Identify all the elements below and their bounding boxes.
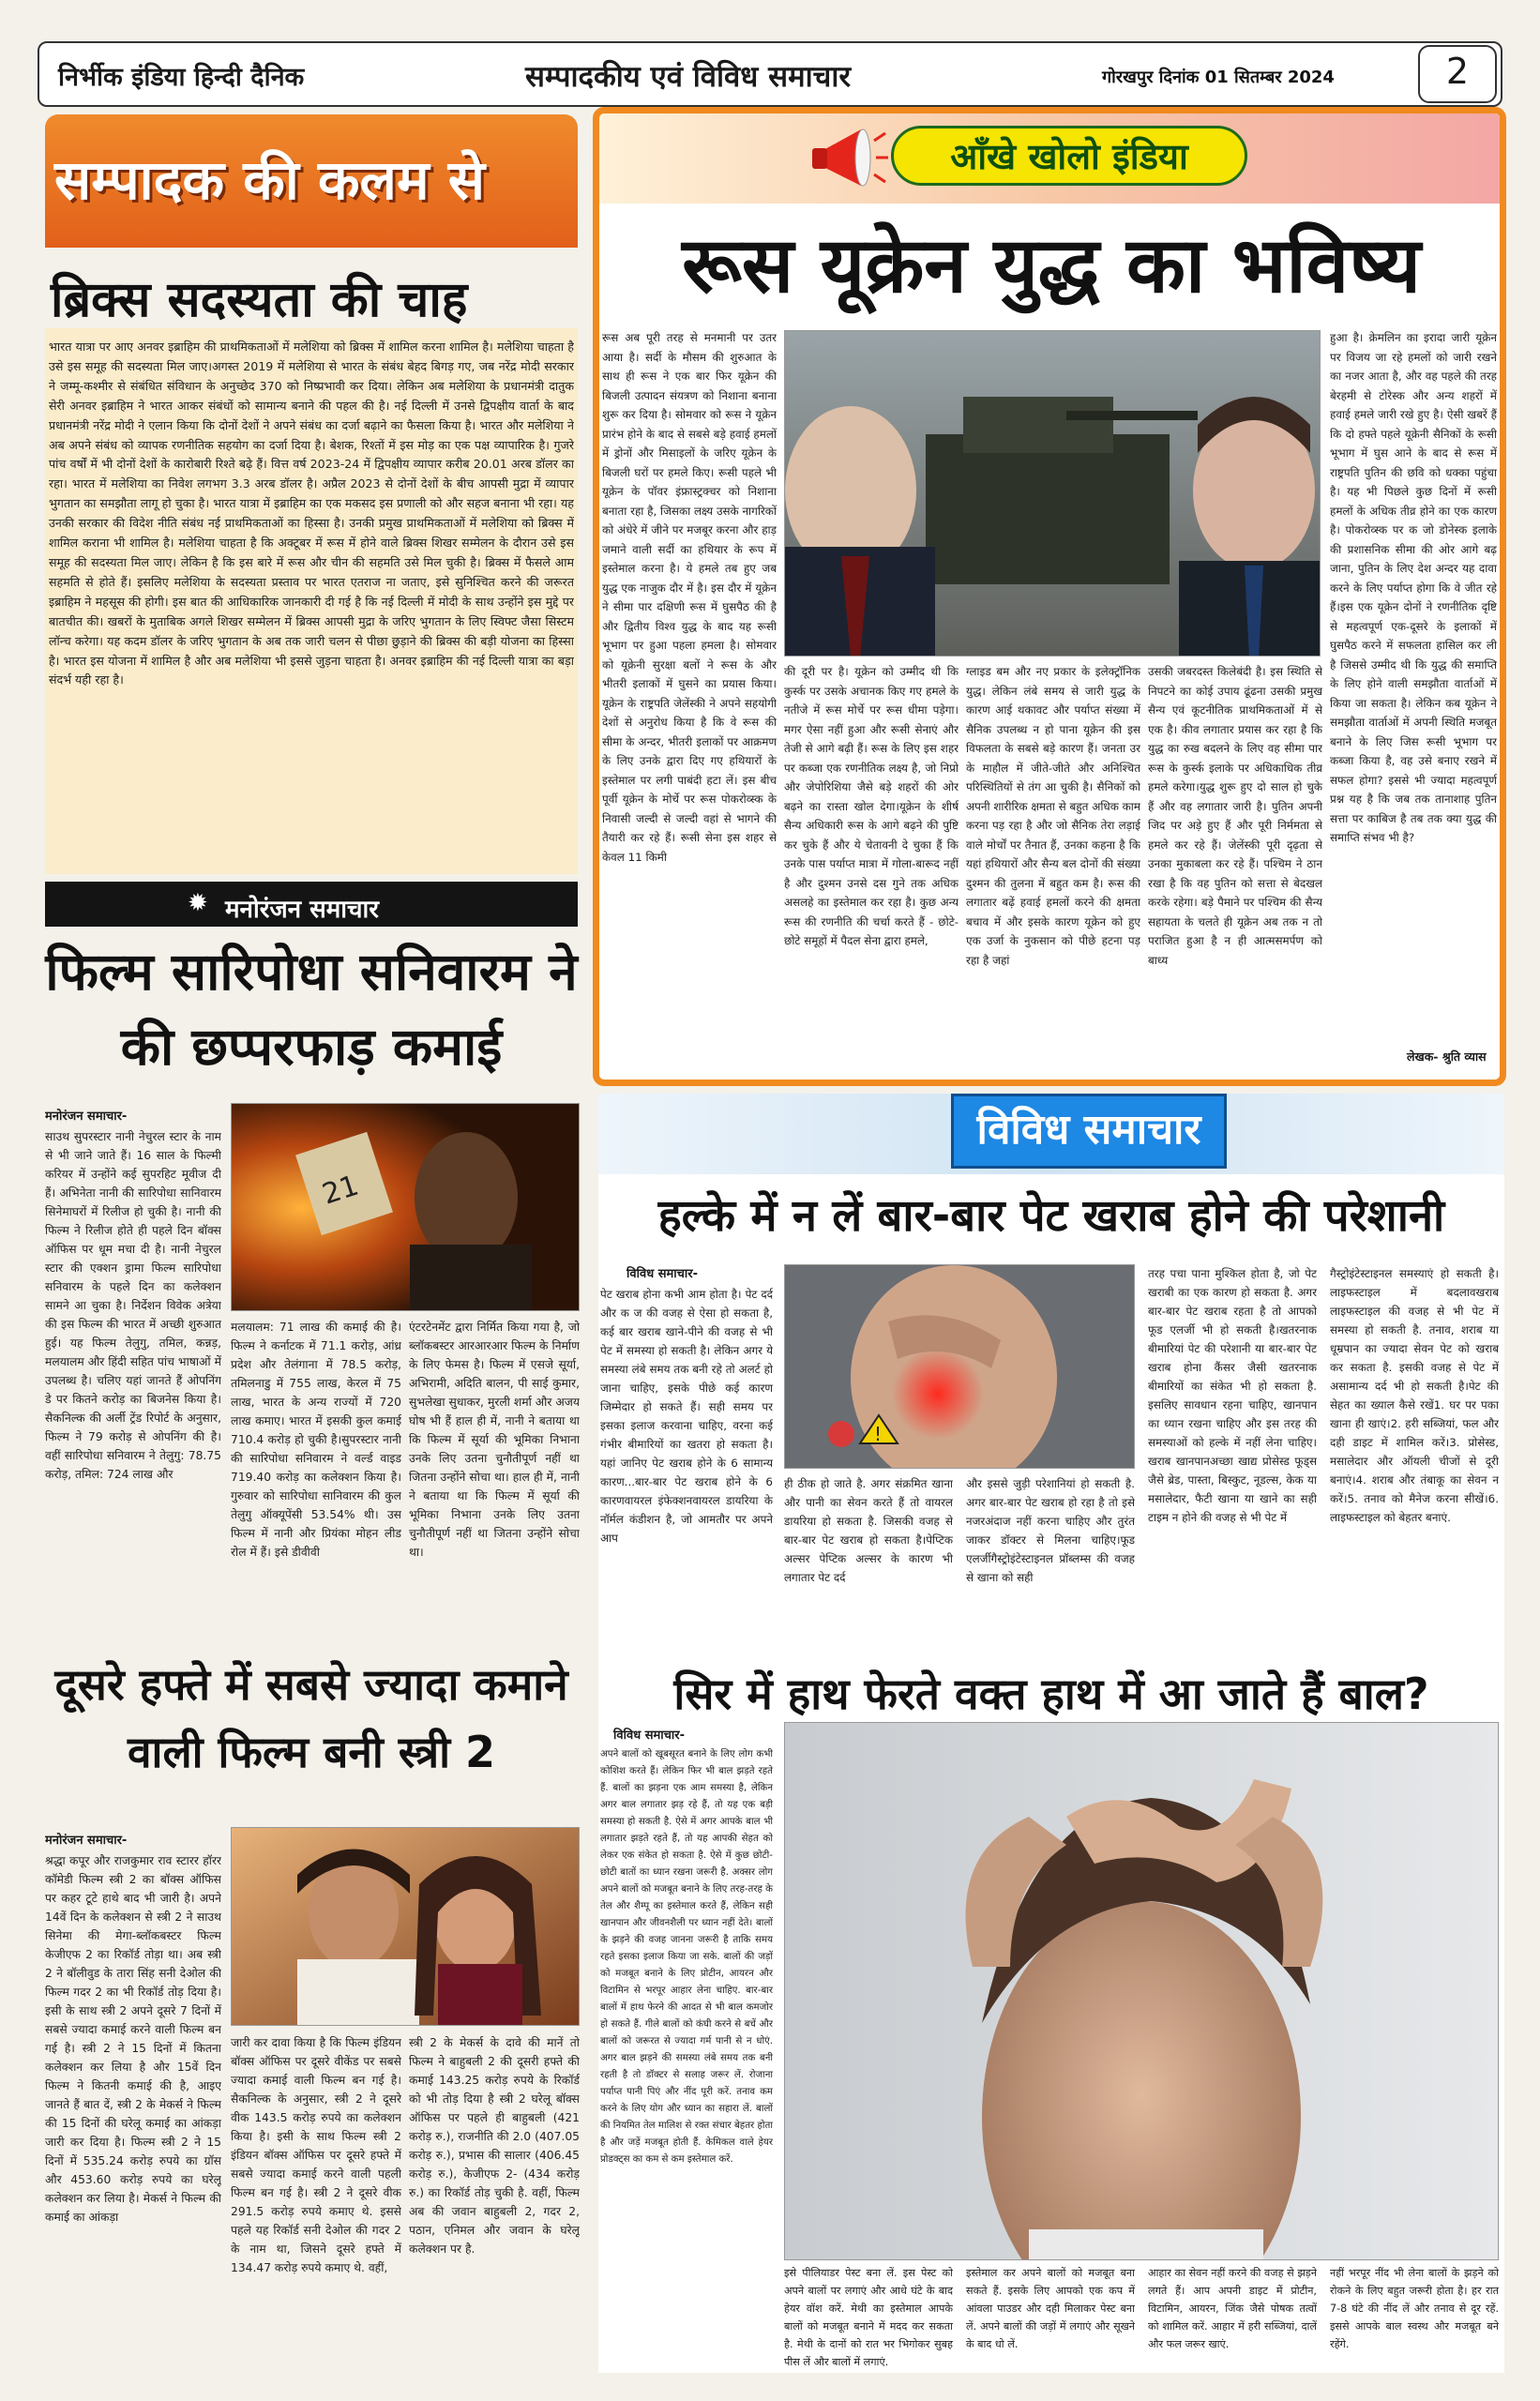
stree-photo	[231, 1827, 580, 2026]
feature-col2	[784, 662, 959, 1071]
feature-col3	[966, 662, 1140, 1071]
stomach-story-col1	[600, 1264, 773, 1658]
entertainment-section-label: मनोरंजन समाचार	[225, 896, 379, 924]
megaphone-icon	[805, 120, 889, 195]
stomach-photo	[784, 1264, 1135, 1469]
hair-story-side	[600, 1726, 773, 2260]
feature-banner-text: आँखे खोलो इंडिया	[950, 136, 1188, 177]
hair-story-title: सिर में हाथ फेरते वक्त हाथ में आ जाते हैं बाल?	[673, 1669, 1429, 1719]
feature-col5	[1330, 328, 1497, 1041]
stomach-story-byline: विविध समाचार-	[627, 1267, 698, 1281]
hair-story-col4	[1330, 2264, 1499, 2373]
stomach-story-col3-text: और इससे जुड़ी परेशानियां हो सकती है. अगर बार-बार पेट खराब हो रहा है तो इसे नजरअंदाज नहीं करना चाहिए और तुरंत जाकर डॉक्टर से मिलना चाहिए।फूड एलर्जीगैस्ट्रोइंटेस्टाइनल प्रॉब्लम्स की वजह से खाना को सही	[966, 1477, 1135, 1584]
hair-story-col4-text: नहीं भरपूर नींद भी लेना बालों के झड़ने को रोकने के लिए बहुत जरूरी होता है। हर रात 7-8 घंटे की नींद लें और तनाव से दूर रहें. इससे आपके बाल स्वस्थ और मजबूत बने रहेंगे.	[1330, 2267, 1499, 2350]
stomach-story-col4-text: तरह पचा पाना मुश्किल होता है, जो पेट खराबी का एक कारण हो सकता है. अगर बार-बार पेट खराब रहता है तो आपको फूड एलर्जी भी हो सकती है।खतरनाक बीमारियां पेट की परेशानी या बार-बार पेट खराब होना कैंसर जैसी खतरनाक बीमारियों का संकेत भी हो सकता है. इसलिए सावधान रहना चाहिए, खानपान का ध्यान रखना चाहिए और इस तरह की समस्याओं को हल्के में नहीं लेना चाहिए।खराब खानपानअच्छा खाद्य प्रोसेस्ड फूड्स जैसे ब्रेड, पास्ता, बिस्कुट, नूडल्स, केक या मसालेदार, फैटी खाना या खाने का सही टाइम न होने की वजह से भी पेट में	[1148, 1267, 1317, 1524]
hair-story-col3	[1148, 2264, 1317, 2373]
feature-col3-text: ग्लाइड बम और नए प्रकार के इलेक्ट्रॉनिक युद्ध। लेकिन लंबे समय से जारी युद्ध के कारण आई थकावट और पर्याप्त संख्या में सैनिक उपलब्ध न हो पाना यूक्रेन की इस विफलता के सबसे बड़े कारण हैं। जनता उर के माहौल में जीते-जीते और अनिश्चित परिस्थितियों से तंग आ चुकी है। सैनिकों को अपनी शारीरिक क्षमता से बहुत अधिक काम करना पड़ रहा है और जो सैनिक तेरा लड़ाई वाले मोर्चों पर तैनात हैं, उनका कहना है कि यहां हथियारों और सैन्य बल दोनों की संख्या दुश्मन की तुलना में बहुत कम है। रूस की लगातार बढ़ें हवाई हमलों करने की क्षमता बचाव में और इसके कारण यूक्रेन को हुए एक उर्जा के नुकसान को पीछे हटना पड़ रहा है जहां	[966, 665, 1140, 967]
hair-story-col1	[784, 2264, 953, 2373]
hair-story-col2	[966, 2264, 1135, 2373]
sun-icon: ✹	[188, 889, 208, 917]
hair-story-col2-text: इस्तेमाल कर अपने बालों को मजबूत बना सकते हैं. इसके लिए आपको एक कप में आंवला पाउडर और दही मिलाकर पेस्ट बना लें. अपने बालों की जड़ों में लगाएं और सूखने के बाद धो लें.	[966, 2267, 1135, 2350]
film-photo	[231, 1103, 580, 1311]
paper-name: निर्भीक इंडिया हिन्दी दैनिक	[58, 63, 305, 92]
hair-story-col3-text: आहार का सेवन नहीं करने की वजह से झड़ने लगते हैं। आप अपनी डाइट में प्रोटीन, विटामिन, आयरन, जिंक जैसे पोषक तत्वों को शामिल करें. आहार में हरी सब्जियां, दालें और फल जरूर खाएं.	[1148, 2267, 1317, 2350]
stree-story-col2-text: जारी कर दावा किया है कि फिल्म इंडियन बॉक्स ऑफिस पर दूसरे वीकेंड पर सबसे ज्यादा कमाई वाली फिल्म बन गई है।सैकनिल्क के अनुसार, स्त्री 2 ने दूसरे वीक 143.5 करोड़ रुपये का कलेक्शन किया है। इसी के साथ फिल्म स्त्री 2 इंडियन बॉक्स ऑफिस पर दूसरे हफ्ते में सबसे ज्यादा कमाई करने वाली पहली फिल्म बन गई है। स्त्री 2 ने दूसरे वीक 291.5 करोड़ रुपये कमाए थे. इससे पहले यह रिकॉर्ड सनी देओल की गदर 2 के नाम था, जिसने दूसरे हफ्ते में 134.47 करोड़ रुपये कमाए थे. वहीं,	[231, 2036, 401, 2274]
editorial-body: भारत यात्रा पर आए अनवर इब्राहिम की प्राथमिकताओं में मलेशिया को ब्रिक्स में शामिल करना शामिल है। मलेशिया चाहता है उसे इस समूह की सदस्यता मिल जाए।अगस्त 2019 में मलेशिया से भारत के संबंध बेहद बिगड़ गए, जब नरेंद्र मोदी सरकार ने जम्मू-कश्मीर से संबंधित संविधान के अनुच्छेद 370 को निष्प्रभावी कर दिया। लेकिन अब मलेशिया के प्रधानमंत्री दातुक सेरी अनवर इब्राहिम ने भारत आकर संबंधों को सामान्य बनाने की पहल की है। नई दिल्ली में उनसे द्विपक्षीय वार्ता के बाद प्रधानमंत्री नरेंद्र मोदी ने एलान किया कि दोनों देशों ने अपने संबंध का दर्जा बढ़ाने का फैसला किया है। भारत और मलेशिया ने अब अपने संबंध को व्यापक रणनीतिक सहयोग का दर्जा दिया है। बेशक, रिश्तों में इस मोड़ का एक पक्ष व्यापारिक है। गुजरे पांच वर्षों में भी दोनों देशों के कारोबारी रिश्ते बढ़े हैं। वित्त वर्ष 2023-24 में द्विपक्षीय व्यापार करीब 20.01 अरब डॉलर का रहा। भारत में मलेशिया का निवेश लगभग 3.3 अरब डॉलर है। अप्रैल 2023 से दोनों देशों के बीच आपसी मुद्रा में व्यापार भुगतान का समझौता लागू हो चुका है। भारत यात्रा में इब्राहिम का एक मकसद इस प्रणाली को और सहज बनाना भी रहा। यह उनकी सरकार की विदेश नीति संबंध नई प्राथमिकताओं का हिस्सा है। उनकी प्रमुख प्राथमिकताओं में मलेशिया को ब्रिक्स में शामिल कराना भी शामिल है। मलेशिया चाहता है कि अक्टूबर में रूस में होने वाले ब्रिक्स शिखर सम्मेलन के दौरान उसे इस समूह की सदस्यता मिल जाए। लेकिन है कि इस बारे में रूस और चीन की सहमति उसे मिल चुकी है। ब्रिक्स में फैसले आम सहमति से होते हैं। इसलिए मलेशिया के सदस्यता प्रस्ताव पर भारत एतराज ना जताए, इसे सुनिश्चित करने की जरूरत इब्राहिम ने महसूस की होगी। इस बात की आधिकारिक जानकारी दी गई है कि नई दिल्ली में मोदी के साथ उन्होंने इस मुद्दे पर बातचीत की। खबरों के मुताबिक अगले शिखर सम्मेलन में ब्रिक्स आपसी मुद्रा के जरिए भुगतान के लिए स्विफ्ट जैसा सिस्टम लॉन्च करेगा। यह कदम डॉलर के जरिए भुगतान के अब तक जारी चलन से पीछा छुड़ाने की ब्रिक्स की बड़ी योजना का हिस्सा है। भारत इस योजना में शामिल है और अब मलेशिया भी इससे जुड़ना चाहता है। अनवर इब्राहिम की नई दिल्ली यात्रा का बड़ा संदर्भ यही रहा है।	[49, 340, 574, 687]
stomach-story-col5-text: गैस्ट्रोइंटेस्टाइनल समस्याएं हो सकती है।लाइफस्टाइल में बदलावखराब लाइफस्टाइल की वजह से भी पेट में समस्या हो सकती है. तनाव, शराब या धूम्रपान का ज्यादा सेवन पेट को खराब कर सकता है. इसकी वजह से पेट में असामान्य दर्द भी हो सकती है।पेट की सेहत का ख्याल कैसे रखें1. घर पर पका खाना ही खाएं।2. हरी सब्जियां, फल और दही डाइट में शामिल करें।3. प्रोसेस्ड, मसालेदार और ऑयली चीजों से दूरी बनाएं।4. शराब और तंबाकू का सेवन न करें।5. तनाव को मैनेज करना सीखें।6. लाइफस्टाइल को बेहतर बनाएं.	[1330, 1267, 1499, 1524]
stomach-story-col1-text: पेट खराब होना कभी आम होता है। पेट दर्द और क ज की वजह से ऐसा हो सकता है, कई बार खराब खाने-पीने की वजह से भी पेट में समस्या हो सकती है। लेकिन अगर ये समस्या लंबे समय तक बनी रहे तो अलर्ट हो जाना चाहिए, इसके पीछे कई कारण जिम्मेदार हो सकते हैं। सही समय पर इसका इलाज करवाना चाहिए, वरना कई गंभीर बीमारियों का खतरा हो सकता है। यहां जानिए पेट खराब होने के 6 सामान्य कारण...बार-बार पेट खराब होने के 6 कारणवायरल इंफेक्शनवायरल डायरिया के नॉर्मल कंडीशन है, जो आमतौर पर अपने आप	[600, 1288, 773, 1545]
stree-story-col1	[45, 1831, 221, 2365]
film-story-col3	[409, 1318, 580, 1641]
section-title: सम्पादकीय एवं विविध समाचार	[525, 60, 852, 94]
feature-col2-text: की दूरी पर है। यूक्रेन को उम्मीद थी कि कुर्स्क पर उसके अचानक किए गए हमले के नतीजे में रूस मोर्चे पर रूस धीमा पड़ेगा। मगर ऐसा नहीं हुआ और रूसी सेनाएं और तेजी से आगे बढ़ी हैं। रूस के लिए इस शहर पर कब्जा एक रणनीतिक लक्ष्य है, जो निप्रो और जेपोरिशिया जैसे बड़े शहरों की ओर बढ़ने का रास्ता खोल देगा।यूक्रेन के शीर्ष सैन्य अधिकारी रूस के आगे बढ़ने की पुष्टि कर चुके हैं और ये चेतावनी दे चुका हैं कि उनके पास पर्याप्त मात्रा में गोला-बारूद नहीं है और दुश्मन उनसे दस गुने तक अधिक असलहे का इस्तेमाल कर रहा है। कुछ अन्य रूस की रणनीति की चर्चा करते हैं - छोटे-छोटे समूहों में पैदल सेना द्वारा हमले,	[784, 665, 959, 947]
stree-story-col2	[231, 2033, 401, 2380]
film-story-col1	[45, 1107, 221, 1641]
film-story-col2-text: मलयालम: 71 लाख की कमाई की है। फिल्म ने कर्नाटक में 71.1 करोड़, आंध्र प्रदेश और तेलंगाना में 78.5 करोड़, तमिलनाडु में 755 लाख, केरल में 75 लाख, भारत के अन्य राज्यों में 720 लाख कमाए। भारत में इसकी कुल कमाई 710.4 करोड़ हो चुकी है।सुपरस्टार नानी की सारिपोधा सनिवारम ने वर्ल्ड वाइड 719.40 करोड़ का कलेक्शन किया है। गुरुवार को सारिपोधा सानिवारम की कुल तेलुगु ऑक्यूपेंसी 53.54% थी। उस फिल्म में नानी और प्रियंका मोहन लीड रोल में हैं। इसे डीवीवी	[231, 1321, 401, 1559]
stomach-story-title: हल्के में न लें बार-बार पेट खराब होने की परेशानी	[657, 1190, 1445, 1242]
film-story-col1-text: साउथ सुपरस्टार नानी नेचुरल स्टार के नाम से भी जाने जाते हैं। 16 साल के फिल्मी करियर में उन्होंने कई सुपरहिट मूवीज दी हैं। अभिनेता नानी की सारिपोधा सानिवारम सिनेमाघरों में रिलीज हो चुकी है। नानी की फिल्म ने रिलीज होते ही पहले दिन बॉक्स ऑफिस पर धूम मचा दी है। नानी नेचुरल स्टार की एक्शन ड्रामा फिल्म सारिपोधा सनिवारम के पहले दिन का कलेक्शन सामने आ चुका है। निर्देशन विवेक अत्रेया की इस फिल्म की भारत में अच्छी शुरुआत हुई। यह फिल्म तेलुगु, तमिल, कन्नड़, मलयालम और हिंदी सहित पांच भाषाओं में उपलब्ध है। चलिए यहां जानते हैं ओपनिंग डे पर कितने करोड़ का बिजनेस किया है।सैकनिल्क की अर्ली ट्रेंड रिपोर्ट के अनुसार, फिल्म ने 79 करोड़ से ओपनिंग की है। वहीं सारिपोधा सनिवारम ने तेलुगु: 78.75 करोड़, तमिल: 724 लाख और	[45, 1130, 221, 1481]
hair-story-side-text: अपने बालों को खूबसूरत बनाने के लिए लोग कभी कोशिश करते हैं। लेकिन फिर भी बाल झड़ते रहते हैं. बालों का झड़ना एक आम समस्या है, लेकिन अगर बाल लगातार झड़ रहे हैं, तो यह एक बड़ी समस्या हो सकती है. ऐसे में अगर आपके बाल भी लगातार झड़ते रहते हैं, तो यह आपकी सेहत को लेकर एक संकेत हो सकता है. ऐसे में कुछ छोटी-छोटी बातों का ध्यान रखना जरूरी है. अक्सर लोग अपने बालों को मजबूत बनाने के लिए तरह-तरह के तेल और शैम्पू का इस्तेमाल करते हैं, लेकिन सही खानपान और जीवनशैली पर ध्यान नहीं देते। बालों के झड़ने की वजह जानना जरूरी है ताकि समय रहते इसका इलाज किया जा सके. बालों की जड़ों को मजबूत बनाने के लिए प्रोटीन, आयरन और विटामिन से भरपूर आहार लेना चाहिए. बार-बार बालों में हाथ फेरने की आदत से भी बाल कमजोर हो सकते हैं. गीले बालों को कंघी करने से बचें और बालों को जरूरत से ज्यादा गर्म पानी से न धोएं. अगर बाल झड़ने की समस्या लंबे समय तक बनी रहती है तो डॉक्टर से सलाह जरूर लें. रोजाना पर्याप्त पानी पिएं और नींद पूरी करें. तनाव कम करने के लिए योग और ध्यान का सहारा लें. बालों की नियमित तेल मालिश से रक्त संचार बेहतर होता है और जड़ें मजबूत होती हैं. केमिकल वाले हेयर प्रोडक्ट्स का कम से कम इस्तेमाल करें.	[600, 1749, 773, 2165]
stree-story-col3-text: स्त्री 2 के मेकर्स के दावे की मानें तो फिल्म ने बाहुबली 2 की दूसरी हफ्ते की कमाई 143.25 करोड़ रुपये के रिकॉर्ड को भी तोड़ दिया है स्त्री 2 घरेलू बॉक्स ऑफिस पर पहले ही बाहुबली (421 करोड़ रु.), राजनीति की 2.0 (407.05 करोड़ रु.), प्रभास की सालार (406.45 करोड़ रु.), केजीएफ 2- (434 करोड़ रु.) का रिकॉर्ड तोड़ चुकी है. वहीं, फिल्म अब की जवान बाहुबली 2, गदर 2, पठान, एनिमल और जवान के घरेलू कलेक्शन पर है.	[409, 2036, 580, 2256]
stomach-story-col4	[1148, 1264, 1317, 1658]
feature-col1-text: रूस अब पूरी तरह से मनमानी पर उतर आया है। सर्दी के मौसम की शुरुआत के साथ ही रूस ने एक बार फिर यूक्रेन की बिजली उत्पादन संयत्रण को निशाना बनाना शुरू कर दिया है। सोमवार को रूस ने यूक्रेन प्रारंभ होने के बाद से सबसे बड़े हवाई हमलों में ड्रोनों और मिसाइलों के जरिए यूक्रेन के बिजली घरों पर हमले किए। रूसी पहले भी यूक्रेन के पॉवर इंफ्रास्ट्रक्चर को निशाना बनाता रहा है, जिसका लक्ष्य उसके नागरिकों को अंधेरे में जीने पर मजबूर करना और हाड़ जमाने वाली सर्दी का हथियार के रूप में इस्तेमाल करना है। ये हमले तब हुए जब युद्ध एक नाजुक दौर में है। इस दौर में यूक्रेन ने सीमा पार दक्षिणी रूस में घुसपैठ की है और द्वितीय विश्व युद्ध के बाद यह रूसी भूभाग पर हुआ पहला हमला है। सोमवार को यूक्रेनी सुरक्षा बलों ने रूस के और भीतरी इलाकों में घुसने का प्रयास किया। यूक्रेन के राष्ट्रपति जेलेंस्की ने अपने सहयोगी देशों से अनुरोध किया है कि वे रूस की सीमा के अन्दर, भीतरी इलाकों पर आक्रमण के लिए उनके द्वारा दिए गए हथियारों के इस्तेमाल पर लगी पाबंदी हटा लें। इस बीच पूर्वी यूक्रेन के मोर्चे पर रूस पोकरोव्स्क के निवासी जल्दी से जल्दी वहां से भागने की तैयारी कर रहे हैं। रूसी सेना इस शहर से केवल 11 किमी	[602, 331, 777, 864]
feature-title: रूस यूक्रेन युद्ध का भविष्य	[682, 221, 1421, 310]
feature-col4-text: उसकी जबरदस्त किलेबंदी है। इस स्थिति से निपटने का कोई उपाय ढूंढना उसकी प्रमुख सैन्य एवं कूटनीतिक प्राथमिकताओं में से एक है। कीव लगातार प्रयास कर रहा है कि युद्ध का रुख बदलने के लिए वह सीमा पार रूस के कुर्स्क इलाके पर अधिकाधिक तीव्र हमले करेगा।युद्ध शुरू हुए दो साल हो चुके हैं और वह लगातार जारी है। पुतिन अपनी जिद पर अड़े हुए हैं और पूरी निर्ममता से हमले कर रहे हैं। जेलेंस्की पूरी दृढ़ता से उनका मुकाबला कर रहे हैं। पश्चिम ने ठान रखा है कि वह पुतिन को सत्ता से बेदखल करके रहेगा। बड़े पैमाने पर पश्चिम की सैन्य सहायता के चलते ही यूक्रेन अब तक न तो पराजित हुआ है न ही आत्मसमर्पण को बाध्य	[1148, 665, 1322, 967]
stomach-story-col2	[784, 1474, 953, 1658]
editorial-title: ब्रिक्स सदस्यता की चाह	[51, 272, 468, 328]
hair-story-byline: विविध समाचार-	[613, 1729, 685, 1743]
misc-banner-text: विविध समाचार	[976, 1106, 1201, 1154]
feature-col1	[602, 328, 777, 1071]
hair-photo	[784, 1722, 1499, 2260]
feature-col4	[1148, 662, 1322, 1071]
film-story-col3-text: एंटरटेनमेंट द्वारा निर्मित किया गया है, जो ब्लॉकबस्टर आरआरआर फिल्म के निर्माण के लिए फेमस है। फिल्म में एसजे सूर्या, अभिरामी, अदिति बालन, पी साई कुमार, सुभलेखा सुधाकर, मुरली शर्मा और अजय घोष भी हैं हाल ही में, नानी ने बताया था कि फिल्म में सूर्या की भूमिका निभाना उनके लिए उतना चुनौतीपूर्ण नहीं था जितना उन्होंने सोचा था। हाल ही में, नानी ने बताया था कि फिल्म में सूर्या की भूमिका निभाना उनके लिए उतना चुनौतीपूर्ण नहीं था जितना उन्होंने सोचा था।	[409, 1321, 580, 1559]
stree-story-col1-text: श्रद्धा कपूर और राजकुमार राव स्टारर हॉरर कॉमेडी फिल्म स्त्री 2 का बॉक्स ऑफिस पर कहर टूटे हाथे बाद भी जारी है। अपने 14वें दिन के कलेक्शन से स्त्री 2 ने साउथ सिनेमा की मेगा-ब्लॉकबस्टर फिल्म केजीएफ 2 का रिकॉर्ड तोड़ा था। अब स्त्री 2 ने बॉलीवुड के तारा सिंह सनी देओल की फिल्म गदर 2 का भी रिकॉर्ड तोड़ दिया है। इसी के साथ स्त्री 2 अपने दूसरे 7 दिनों में सबसे ज्यादा कमाई करने वाली फिल्म बन गई है। स्त्री 2 ने 15 दिनों में कितना कलेक्शन कर लिया है और 15वें दिन फिल्म ने कितनी कमाई की है, आइए जानते हैं बात दें, स्त्री 2 के मेकर्स ने फिल्म की 15 दिनों की घरेलू कमाई का आंकड़ा जारी कर दिया है। फिल्म स्त्री 2 ने 15 दिनों में 535.24 करोड़ रुपये का ग्रॉस और 453.60 करोड़ रुपये का घरेलू कलेक्शन कर लिया है। मेकर्स ने फिल्म की कमाई का आंकड़ा	[45, 1854, 221, 2224]
dateline: गोरखपुर दिनांक 01 सितम्बर 2024	[1102, 68, 1335, 87]
feature-author: लेखक- श्रुति व्यास	[1407, 1049, 1487, 1064]
film-story-title: फिल्म सारिपोधा सनिवारम ने की छप्परफाड़ कमाई	[45, 942, 578, 1077]
page-number: 2	[1445, 51, 1470, 92]
stomach-story-col5	[1330, 1264, 1499, 1658]
editorial-banner-text: सम्पादक की कलम से	[54, 148, 485, 212]
film-story-col2	[231, 1318, 401, 1641]
stree-story-byline: मनोरंजन समाचार-	[45, 1834, 128, 1848]
hair-story-col1-text: इसे पीलियाडर पेस्ट बना लें. इस पेस्ट को अपने बालों पर लगाएं और आधे घंटे के बाद हेयर वॉश करें. मेथी का इस्तेमाल आपके बालों को मजबूत बनाने में मदद कर सकता है. मेथी के दानों को रात भर भिगोकर सुबह पीस लें और बालों में लगाएं.	[784, 2267, 953, 2368]
stomach-story-col2-text: ही ठीक हो जाते है. अगर संक्रमित खाना और पानी का सेवन करते हैं तो वायरल डायरिया हो सकता है. जिसकी वजह से बार-बार पेट खराब हो सकता है।पेप्टिक अल्सर पेप्टिक अल्सर के कारण भी लगातार पेट दर्द	[784, 1477, 953, 1584]
svg-text:!: !	[874, 1423, 883, 1445]
svg-text:21: 21	[318, 1169, 363, 1212]
film-story-byline: मनोरंजन समाचार-	[45, 1110, 128, 1124]
stomach-story-col3	[966, 1474, 1135, 1658]
stree-story-col3	[409, 2033, 580, 2380]
stree-story-title: दूसरे हफ्ते में सबसे ज्यादा कमाने वाली फिल्म बनी स्त्री 2	[54, 1659, 568, 1777]
feature-col5-text: हुआ है। क्रेमलिन का इरादा जारी यूक्रेन पर विजय जा रहे हमलों को जारी रखने का नजर आता है, और वह पहले की तरह बेरहमी से टोरेस्क और अन्य शहरों में हवाई हमले जारी रखे हुए है। ऐसी खबरें हैं कि दो हफ्ते पहले यूक्रेनी सैनिकों के रूसी भूभाग में घुस आने के बाद से रूस में राष्ट्रपति पुतिन की छवि को धक्का पहुंचा है। यह भी पिछले कुछ दिनों में रूसी हमलों के अधिक तीव्र होने का एक कारण है। पोकरोव्स्क पर क जो डोनेस्क इलाके की प्रशासनिक सीमा की ओर आगे बढ़ जाना, पुतिन के लिए देश अन्दर यह दावा करने के लिए पर्याप्त होगा कि वे जीत रहे हैं।इस एक यूक्रेन दोनों ने रणनीतिक दृष्टि से महत्वपूर्ण एक-दूसरे के इलाकों में घुसपैठ करने में सफलता हासिल कर ली है जिससे उम्मीद थी कि युद्ध की समाप्ति के लिए होने वाली समझौता वार्ताओं में किया जा सकता है। लेकिन कब यूक्रेन ने समझौता वार्ताओं में अपनी स्थिति मजबूत बनाने के लिए जिस रूसी भूभाग पर कब्जा किया है, वह उसे बनाए रखने में सफल होगा? इससे भी ज्यादा महत्वपूर्ण प्रश्न यह है कि जब तक तानाशाह पुतिन सत्ता पर काबिज है तब तक क्या युद्ध की समाप्ति संभव भी है?	[1330, 331, 1497, 844]
feature-photo	[784, 330, 1321, 657]
